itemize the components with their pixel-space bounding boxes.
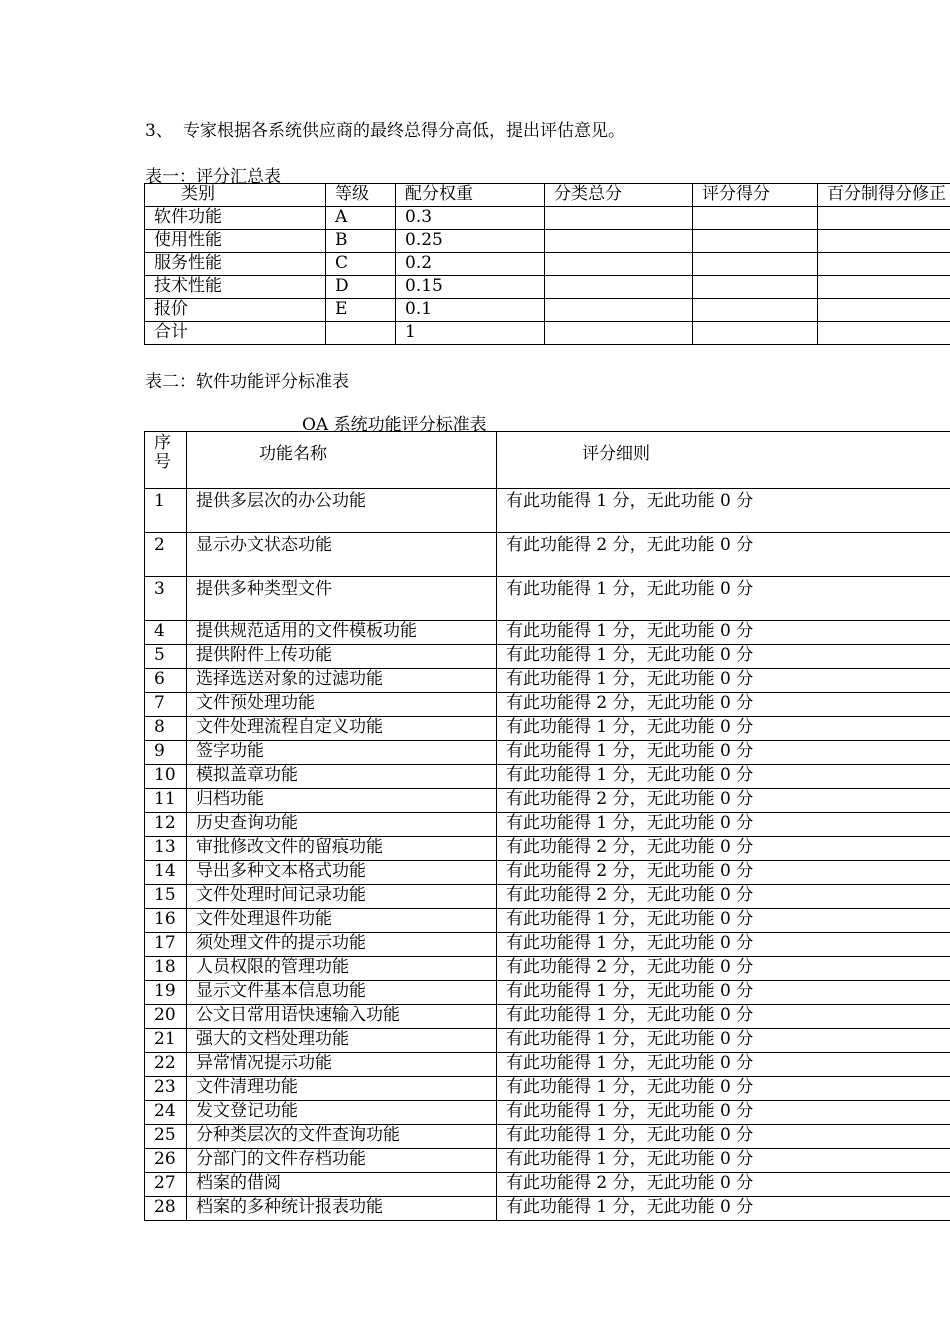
seq-cell: 21 bbox=[145, 1029, 187, 1053]
function-name-cell: 分种类层次的文件查询功能 bbox=[187, 1125, 497, 1149]
criteria-cell: 有此功能得 1 分，无此功能 0 分 bbox=[497, 717, 950, 741]
function-name-cell: 异常情况提示功能 bbox=[187, 1053, 497, 1077]
table-row bbox=[145, 885, 950, 909]
intro-paragraph bbox=[145, 116, 625, 141]
seq-cell: 28 bbox=[145, 1197, 187, 1221]
seq-cell: 5 bbox=[145, 645, 187, 669]
seq-cell: 9 bbox=[145, 741, 187, 765]
table-cell: E bbox=[326, 299, 396, 322]
table-row bbox=[145, 717, 950, 741]
criteria-cell: 有此功能得 2 分，无此功能 0 分 bbox=[497, 789, 950, 813]
header-name: 功能名称 bbox=[187, 432, 497, 489]
header-cell: 评分得分 bbox=[693, 184, 818, 207]
header-cell: 配分权重 bbox=[396, 184, 545, 207]
table-row bbox=[145, 813, 950, 837]
function-name-cell: 分部门的文件存档功能 bbox=[187, 1149, 497, 1173]
function-name-cell: 文件处理退件功能 bbox=[187, 909, 497, 933]
table-row bbox=[145, 909, 950, 933]
seq-cell: 18 bbox=[145, 957, 187, 981]
table-cell bbox=[818, 299, 950, 322]
function-name-cell: 提供附件上传功能 bbox=[187, 645, 497, 669]
table-cell bbox=[693, 299, 818, 322]
table-cell: 0.15 bbox=[396, 276, 545, 299]
criteria-cell: 有此功能得 2 分，无此功能 0 分 bbox=[497, 1173, 950, 1197]
function-name-cell: 历史查询功能 bbox=[187, 813, 497, 837]
function-name-cell: 强大的文档处理功能 bbox=[187, 1029, 497, 1053]
table-cell bbox=[818, 322, 950, 345]
seq-cell: 11 bbox=[145, 789, 187, 813]
function-name-cell: 发文登记功能 bbox=[187, 1101, 497, 1125]
table-cell: 0.3 bbox=[396, 207, 545, 230]
function-name-cell: 归档功能 bbox=[187, 789, 497, 813]
table-cell bbox=[693, 230, 818, 253]
seq-cell: 20 bbox=[145, 1005, 187, 1029]
table-row bbox=[145, 645, 950, 669]
function-name-cell: 档案的多种统计报表功能 bbox=[187, 1197, 497, 1221]
criteria-cell: 有此功能得 1 分，无此功能 0 分 bbox=[497, 765, 950, 789]
table-cell: 服务性能 bbox=[145, 253, 326, 276]
table-row bbox=[145, 1197, 950, 1221]
table-row bbox=[145, 1053, 950, 1077]
header-cell: 分类总分 bbox=[545, 184, 693, 207]
seq-cell: 4 bbox=[145, 621, 187, 645]
table-row bbox=[145, 693, 950, 717]
criteria-cell: 有此功能得 2 分，无此功能 0 分 bbox=[497, 861, 950, 885]
table-cell bbox=[545, 230, 693, 253]
table-row bbox=[145, 789, 950, 813]
table-cell bbox=[545, 276, 693, 299]
table-cell: 技术性能 bbox=[145, 276, 326, 299]
function-name-cell: 显示办文状态功能 bbox=[187, 533, 497, 577]
table-cell: C bbox=[326, 253, 396, 276]
function-name-cell: 文件预处理功能 bbox=[187, 693, 497, 717]
table-row bbox=[145, 299, 950, 322]
function-name-cell: 审批修改文件的留痕功能 bbox=[187, 837, 497, 861]
function-name-cell: 提供多层次的办公功能 bbox=[187, 489, 497, 533]
criteria-cell: 有此功能得 2 分，无此功能 0 分 bbox=[497, 533, 950, 577]
seq-cell: 17 bbox=[145, 933, 187, 957]
table-row bbox=[145, 1029, 950, 1053]
seq-cell: 6 bbox=[145, 669, 187, 693]
criteria-cell: 有此功能得 1 分，无此功能 0 分 bbox=[497, 621, 950, 645]
function-criteria-table bbox=[144, 431, 950, 1221]
table-cell: 1 bbox=[396, 322, 545, 345]
criteria-cell: 有此功能得 1 分，无此功能 0 分 bbox=[497, 813, 950, 837]
seq-cell: 15 bbox=[145, 885, 187, 909]
criteria-cell: 有此功能得 1 分，无此功能 0 分 bbox=[497, 1197, 950, 1221]
table-row bbox=[145, 861, 950, 885]
table-cell: B bbox=[326, 230, 396, 253]
table-cell bbox=[326, 322, 396, 345]
table-row bbox=[145, 207, 950, 230]
function-name-cell: 模拟盖章功能 bbox=[187, 765, 497, 789]
table-row bbox=[145, 276, 950, 299]
seq-cell: 19 bbox=[145, 981, 187, 1005]
table-cell bbox=[693, 276, 818, 299]
function-name-cell: 文件清理功能 bbox=[187, 1077, 497, 1101]
function-name-cell: 提供规范适用的文件模板功能 bbox=[187, 621, 497, 645]
table-cell: 软件功能 bbox=[145, 207, 326, 230]
table-row bbox=[145, 669, 950, 693]
criteria-cell: 有此功能得 1 分，无此功能 0 分 bbox=[497, 1029, 950, 1053]
criteria-cell: 有此功能得 1 分，无此功能 0 分 bbox=[497, 1053, 950, 1077]
table-row bbox=[145, 533, 950, 577]
table-row bbox=[145, 1005, 950, 1029]
table-row bbox=[145, 741, 950, 765]
function-name-cell: 文件处理时间记录功能 bbox=[187, 885, 497, 909]
table-row bbox=[145, 1077, 950, 1101]
table-cell: 报价 bbox=[145, 299, 326, 322]
table-row bbox=[145, 621, 950, 645]
criteria-cell: 有此功能得 1 分，无此功能 0 分 bbox=[497, 981, 950, 1005]
criteria-cell: 有此功能得 1 分，无此功能 0 分 bbox=[497, 1077, 950, 1101]
header-detail: 评分细则 bbox=[497, 432, 950, 489]
table2-caption: 表二：软件功能评分标准表 bbox=[145, 372, 349, 392]
function-name-cell: 签字功能 bbox=[187, 741, 497, 765]
criteria-cell: 有此功能得 1 分，无此功能 0 分 bbox=[497, 933, 950, 957]
header-seq-text: 序号 bbox=[154, 433, 171, 472]
table-row bbox=[145, 1149, 950, 1173]
header-cell: 类别 bbox=[145, 184, 326, 207]
criteria-cell: 有此功能得 1 分，无此功能 0 分 bbox=[497, 577, 950, 621]
criteria-cell: 有此功能得 2 分，无此功能 0 分 bbox=[497, 837, 950, 861]
criteria-cell: 有此功能得 1 分，无此功能 0 分 bbox=[497, 489, 950, 533]
table-row bbox=[145, 765, 950, 789]
table-row bbox=[145, 837, 950, 861]
header-seq bbox=[145, 432, 187, 489]
function-name-cell: 须处理文件的提示功能 bbox=[187, 933, 497, 957]
criteria-cell: 有此功能得 1 分，无此功能 0 分 bbox=[497, 669, 950, 693]
seq-cell: 12 bbox=[145, 813, 187, 837]
criteria-cell: 有此功能得 1 分，无此功能 0 分 bbox=[497, 1101, 950, 1125]
seq-cell: 16 bbox=[145, 909, 187, 933]
table-row bbox=[145, 253, 950, 276]
seq-cell: 23 bbox=[145, 1077, 187, 1101]
header-cell: 百分制得分修正 bbox=[818, 184, 950, 207]
table-cell: 0.25 bbox=[396, 230, 545, 253]
table-row bbox=[145, 489, 950, 533]
intro-text: 专家根据各系统供应商的最终总得分高低，提出评估意见。 bbox=[183, 121, 625, 141]
criteria-cell: 有此功能得 2 分，无此功能 0 分 bbox=[497, 957, 950, 981]
table-cell bbox=[818, 276, 950, 299]
table1-caption: 表一：评分汇总表 bbox=[145, 167, 281, 187]
table-row bbox=[145, 1173, 950, 1197]
table-cell: 0.2 bbox=[396, 253, 545, 276]
table-cell: 使用性能 bbox=[145, 230, 326, 253]
table-row bbox=[145, 577, 950, 621]
table-cell: 0.1 bbox=[396, 299, 545, 322]
seq-cell: 3 bbox=[145, 577, 187, 621]
table-cell bbox=[818, 207, 950, 230]
score-summary-table bbox=[144, 183, 950, 345]
table-cell bbox=[818, 230, 950, 253]
criteria-cell: 有此功能得 2 分，无此功能 0 分 bbox=[497, 885, 950, 909]
seq-cell: 22 bbox=[145, 1053, 187, 1077]
table-cell bbox=[545, 299, 693, 322]
seq-cell: 10 bbox=[145, 765, 187, 789]
table-cell: A bbox=[326, 207, 396, 230]
seq-cell: 1 bbox=[145, 489, 187, 533]
table-header-row bbox=[145, 432, 950, 489]
table2-title: OA 系统功能评分标准表 bbox=[302, 415, 487, 435]
table-cell bbox=[693, 322, 818, 345]
seq-cell: 24 bbox=[145, 1101, 187, 1125]
table-row bbox=[145, 1125, 950, 1149]
table-cell: 合计 bbox=[145, 322, 326, 345]
seq-cell: 13 bbox=[145, 837, 187, 861]
criteria-cell: 有此功能得 1 分，无此功能 0 分 bbox=[497, 909, 950, 933]
criteria-cell: 有此功能得 2 分，无此功能 0 分 bbox=[497, 693, 950, 717]
criteria-cell: 有此功能得 1 分，无此功能 0 分 bbox=[497, 741, 950, 765]
seq-cell: 2 bbox=[145, 533, 187, 577]
criteria-cell: 有此功能得 1 分，无此功能 0 分 bbox=[497, 1125, 950, 1149]
table-cell bbox=[545, 207, 693, 230]
table-row bbox=[145, 933, 950, 957]
seq-cell: 7 bbox=[145, 693, 187, 717]
table-row bbox=[145, 322, 950, 345]
function-name-cell: 选择选送对象的过滤功能 bbox=[187, 669, 497, 693]
function-name-cell: 档案的借阅 bbox=[187, 1173, 497, 1197]
table-cell bbox=[818, 253, 950, 276]
intro-number: 3、 bbox=[145, 121, 173, 141]
function-name-cell: 公文日常用语快速输入功能 bbox=[187, 1005, 497, 1029]
seq-cell: 8 bbox=[145, 717, 187, 741]
seq-cell: 26 bbox=[145, 1149, 187, 1173]
table-row bbox=[145, 957, 950, 981]
function-name-cell: 显示文件基本信息功能 bbox=[187, 981, 497, 1005]
table-row bbox=[145, 1101, 950, 1125]
table-row bbox=[145, 981, 950, 1005]
header-cell: 等级 bbox=[326, 184, 396, 207]
criteria-cell: 有此功能得 1 分，无此功能 0 分 bbox=[497, 1005, 950, 1029]
table-cell bbox=[545, 322, 693, 345]
function-name-cell: 文件处理流程自定义功能 bbox=[187, 717, 497, 741]
table-cell bbox=[693, 207, 818, 230]
table-header-row bbox=[145, 184, 950, 207]
seq-cell: 27 bbox=[145, 1173, 187, 1197]
function-name-cell: 导出多种文本格式功能 bbox=[187, 861, 497, 885]
table-cell bbox=[693, 253, 818, 276]
table-cell: D bbox=[326, 276, 396, 299]
function-name-cell: 人员权限的管理功能 bbox=[187, 957, 497, 981]
criteria-cell: 有此功能得 1 分，无此功能 0 分 bbox=[497, 1149, 950, 1173]
table-row bbox=[145, 230, 950, 253]
table-cell bbox=[545, 253, 693, 276]
seq-cell: 14 bbox=[145, 861, 187, 885]
function-name-cell: 提供多种类型文件 bbox=[187, 577, 497, 621]
seq-cell: 25 bbox=[145, 1125, 187, 1149]
criteria-cell: 有此功能得 1 分，无此功能 0 分 bbox=[497, 645, 950, 669]
